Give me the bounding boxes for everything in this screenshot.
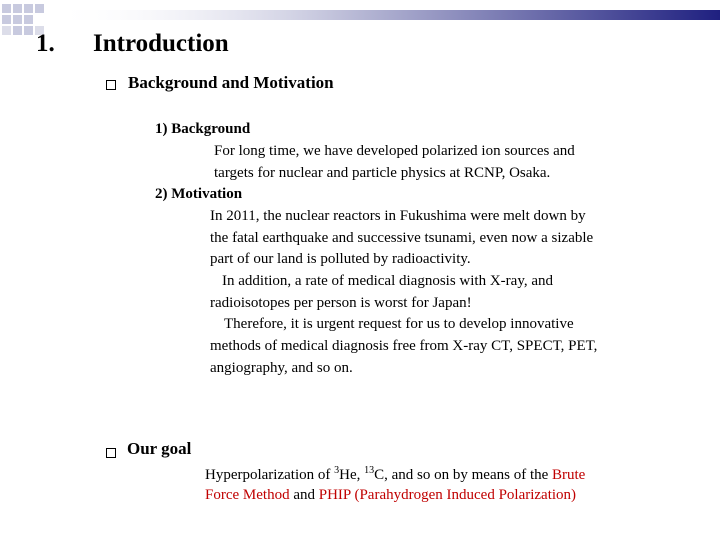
- decor-square: [24, 15, 33, 24]
- background-heading: Background and Motivation: [128, 73, 334, 92]
- background-line: In addition, a rate of medical diagnosis with X-ray, and: [222, 273, 554, 289]
- background-line: For long time, we have developed polarized ion sources and: [214, 143, 575, 159]
- goal-line: Hyperpolarization of $^3$He, $^{13}$C, and so on by means of the Brute: [205, 465, 586, 483]
- background-line: Therefore, it is urgent request for us to develop innovative: [224, 316, 574, 332]
- slide-title: Introduction: [93, 30, 229, 57]
- goal-line: Force Method and PHIP (Parahydrogen Induced Polarization): [205, 487, 577, 503]
- background-line: radioisotopes per person is worst for Japan!: [210, 295, 472, 311]
- background-line: 2) Motivation: [155, 186, 243, 202]
- background-line: part of our land is polluted by radioactivity.: [210, 251, 471, 267]
- decor-square: [2, 4, 11, 13]
- decor-square: [24, 4, 33, 13]
- decor-square: [13, 15, 22, 24]
- goal-heading: Our goal: [127, 439, 192, 458]
- decor-square: [24, 26, 33, 35]
- background-line: methods of medical diagnosis free from X-ray CT, SPECT, PET,: [210, 338, 598, 354]
- background-line: targets for nuclear and particle physics at RCNP, Osaka.: [214, 165, 551, 181]
- decor-square: [13, 4, 22, 13]
- square-bullet-icon: [106, 80, 116, 90]
- background-line: 1) Background: [155, 121, 251, 137]
- decor-square: [2, 26, 11, 35]
- square-bullet-icon: [106, 448, 116, 458]
- header-gradient-bar: [52, 10, 720, 20]
- background-line: the fatal earthquake and successive tsunami, even now a sizable: [210, 230, 594, 246]
- background-line: angiography, and so on.: [210, 360, 353, 376]
- decor-square: [2, 15, 11, 24]
- brute-force-term: Brute: [552, 467, 586, 483]
- phip-term: PHIP (Parahydrogen Induced Polarization): [318, 487, 577, 503]
- section-number: 1.: [36, 30, 55, 57]
- background-line: In 2011, the nuclear reactors in Fukushima were melt down by: [210, 208, 586, 224]
- brute-force-term: Force Method: [205, 487, 290, 503]
- decor-square: [13, 26, 22, 35]
- decor-square: [35, 4, 44, 13]
